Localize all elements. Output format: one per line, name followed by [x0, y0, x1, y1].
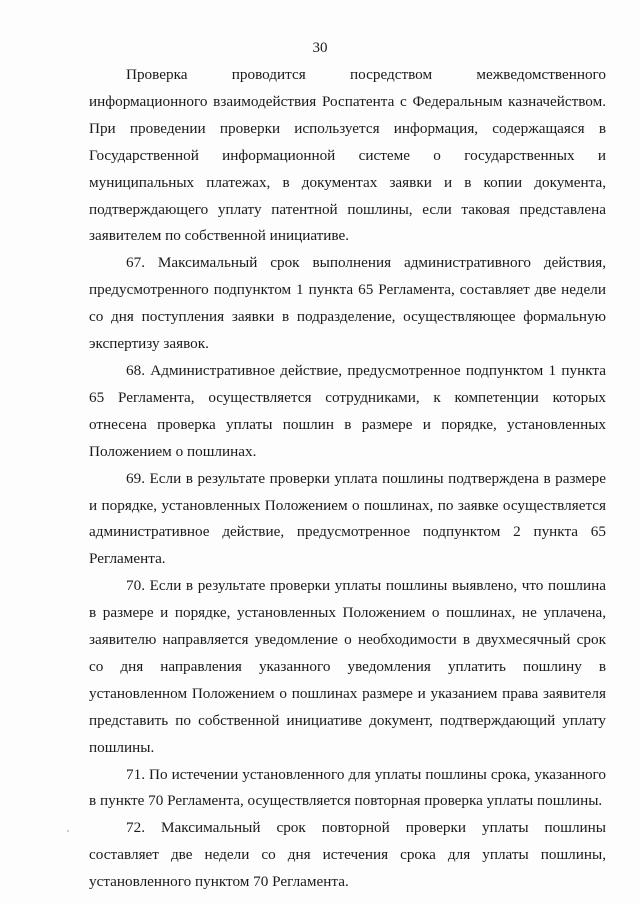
page-number: 30: [312, 40, 328, 56]
paragraph-72: 72. Максимальный срок повторной проверки уплаты пошлины составляет две недели со дня истечения срока для уплаты пошлины, установленного пунктом 70 Регламента.: [89, 819, 606, 891]
paragraph-67: 67. Максимальный срок выполнения административного действия, предусмотренного подпунктом 1 пункта 65 Регламента, составляет две недели со дня поступления заявки в подразделение, осуществляющее формальную экспертизу заявок.: [89, 254, 606, 353]
paragraph-70: 70. Если в результате проверки уплаты пошлины выявлено, что пошлина в размере и порядке, установленных Положением о пошлинах, не уплачена, заявителю направляется уведомление о необходимости в двухмесячный срок со дня направления указанного уведомления уплатить пошлину в установленном Положением о пошлинах размере и указанием права заявителя представить по собственной инициативе документ, подтверждающий уплату пошлины.: [89, 577, 606, 756]
paragraph-69: 69. Если в результате проверки уплата пошлины подтверждена в размере и порядке, установленных Положением о пошлинах, по заявке осуществляется административное действие, предусмотренное подпунктом 2 пункта 65 Регламента.: [89, 469, 606, 568]
document-body: [89, 62, 606, 896]
paragraph-68: 68. Административное действие, предусмотренное подпунктом 1 пункта 65 Регламента, осуществляется сотрудниками, к компетенции которых отнесена проверка уплаты пошлин в размере и порядке, установленных Положением о пошлинах.: [89, 361, 606, 460]
scan-speck: [67, 830, 69, 832]
paragraph-71: 71. По истечении установленного для уплаты пошлины срока, указанного в пункте 70 Регламента, осуществляется повторная проверка уплаты пошлины.: [89, 765, 606, 810]
paragraph-verification-method: Проверка проводится посредством межведомственного информационного взаимодействия Роспатента с Федеральным казначейством. При проведении проверки используется информация, содержащаяся в Государственной информационной системе о государственных и муниципальных платежах, в документах заявки и в копии документа, подтверждающего уплату патентной пошлины, если таковая представлена заявителем по собственной инициативе.: [89, 66, 606, 245]
